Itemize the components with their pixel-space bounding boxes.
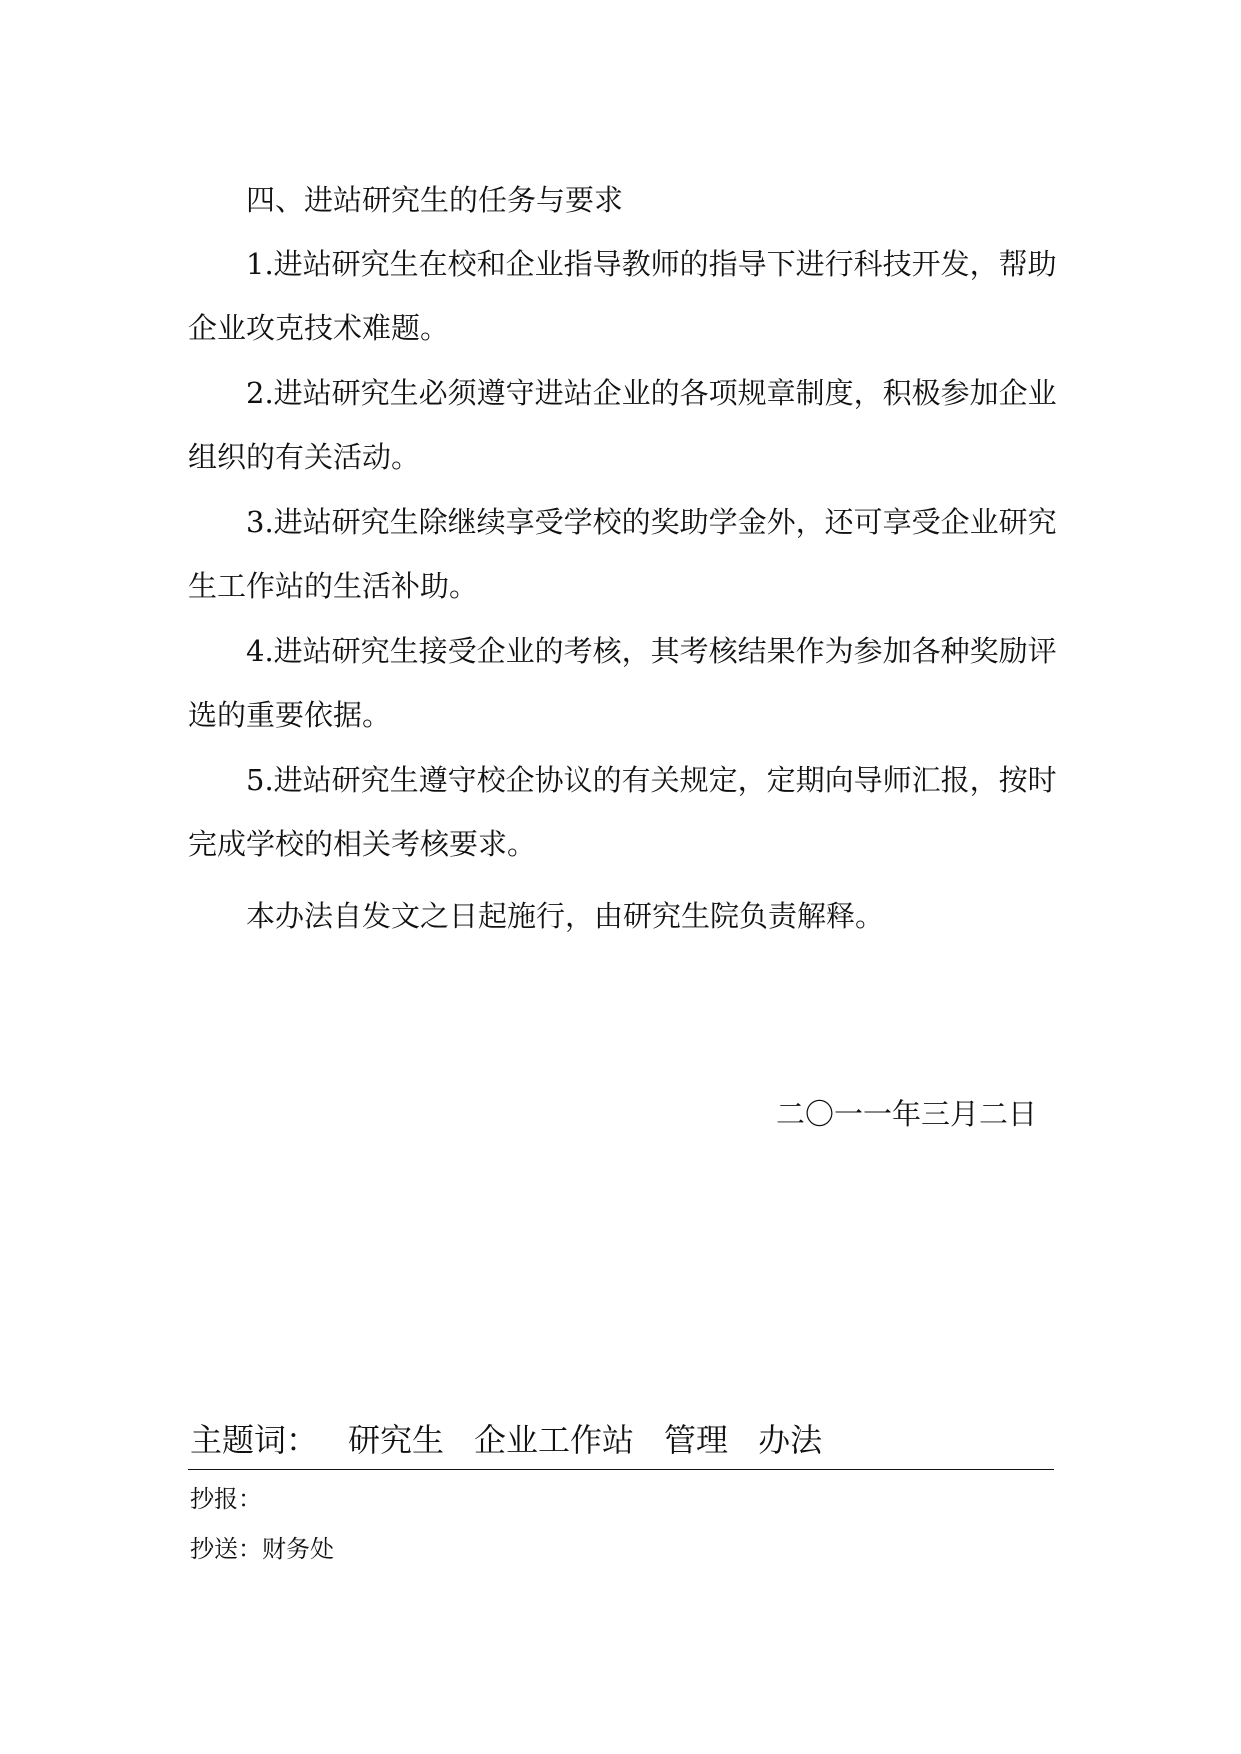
keyword-term: 办法 — [758, 1421, 823, 1459]
section-heading: 四、进站研究生的任务与要求 — [246, 183, 624, 217]
keyword-term: 管理 — [664, 1421, 729, 1459]
item-4-line-2: 选的重要依据。 — [188, 698, 392, 732]
cc-send-line — [190, 1533, 334, 1565]
item-5-line-2: 完成学校的相关考核要求。 — [188, 827, 537, 861]
item-4-line-1: 4.进站研究生接受企业的考核，其考核结果作为参加各种奖励评 — [246, 634, 1057, 668]
cc-report-line — [190, 1483, 262, 1515]
cc-report-label: 抄报： — [190, 1485, 262, 1513]
keyword-term: 企业工作站 — [474, 1421, 635, 1459]
keywords-divider — [188, 1469, 1054, 1470]
item-1-line-1: 1.进站研究生在校和企业指导教师的指导下进行科技开发，帮助 — [246, 247, 1057, 281]
issue-date: 二〇一一年三月二日 — [776, 1097, 1038, 1131]
item-5-line-1: 5.进站研究生遵守校企协议的有关规定，定期向导师汇报，按时 — [246, 763, 1057, 797]
keywords-label: 主题词： — [190, 1421, 319, 1459]
keyword-term: 研究生 — [348, 1421, 445, 1459]
subject-keywords — [190, 1418, 822, 1462]
item-3-line-2: 生工作站的生活补助。 — [188, 569, 479, 603]
closing-statement: 本办法自发文之日起施行，由研究生院负责解释。 — [246, 899, 885, 933]
item-3-line-1: 3.进站研究生除继续享受学校的奖助学金外，还可享受企业研究 — [246, 505, 1057, 539]
item-2-line-1: 2.进站研究生必须遵守进站企业的各项规章制度，积极参加企业 — [246, 376, 1057, 410]
item-1-line-2: 企业攻克技术难题。 — [188, 311, 450, 345]
cc-send-label: 抄送： — [190, 1535, 262, 1563]
cc-send-value: 财务处 — [262, 1535, 334, 1563]
item-2-line-2: 组织的有关活动。 — [188, 440, 421, 474]
